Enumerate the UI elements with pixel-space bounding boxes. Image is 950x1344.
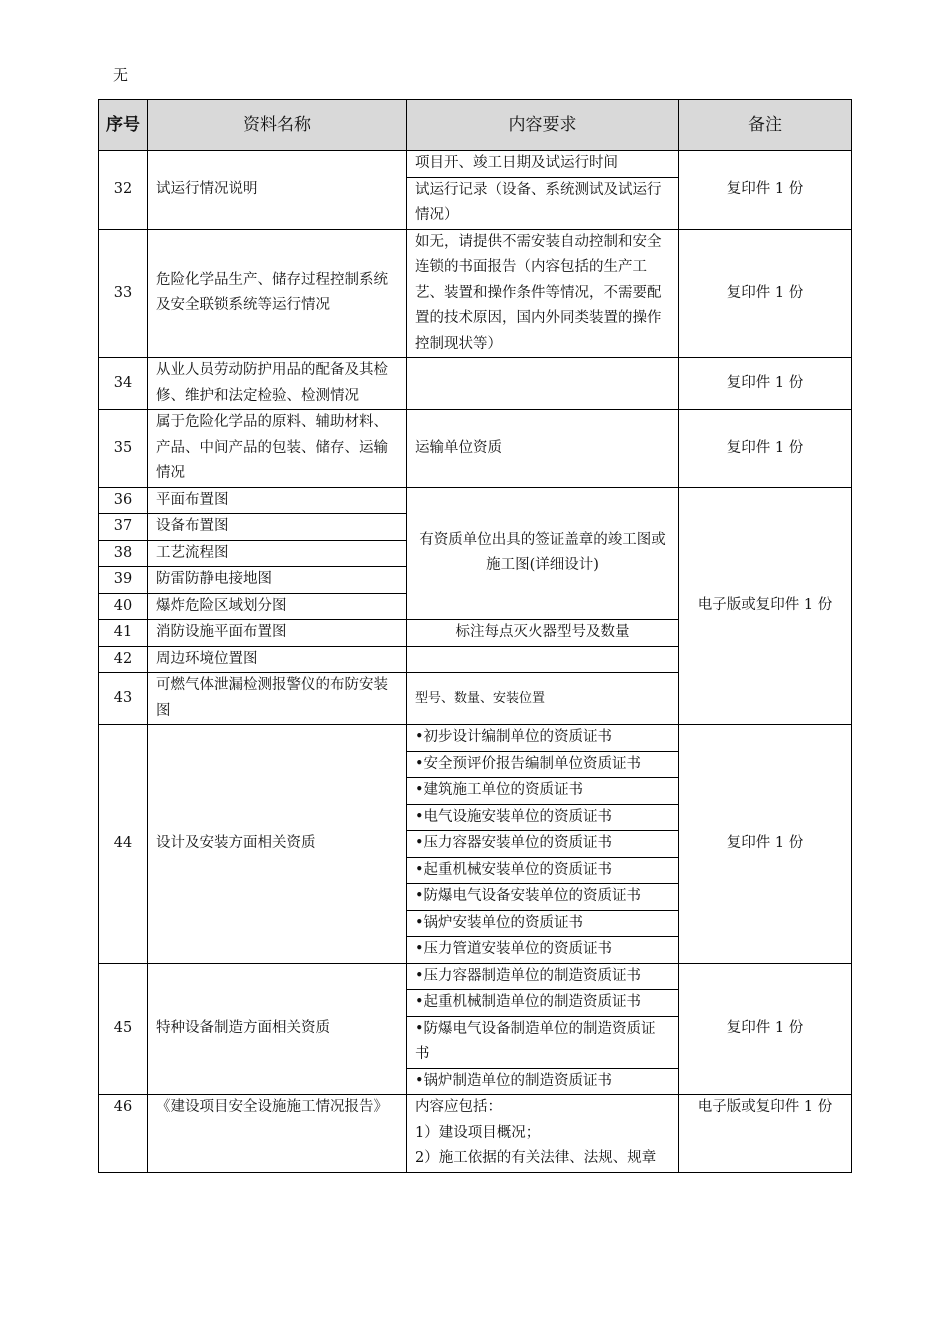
content-line: 1）建设项目概况；	[415, 1124, 541, 1141]
table-row	[99, 725, 852, 752]
top-text: 无	[113, 66, 129, 84]
list-item: •起重机械安装单位的资质证书	[407, 857, 679, 884]
row-note: 复印件 1 份	[679, 229, 852, 358]
table-row	[99, 358, 852, 410]
row-number: 34	[99, 358, 148, 410]
row-number: 40	[99, 593, 148, 620]
header-note: 备注	[679, 100, 852, 151]
row-name: 爆炸危险区域划分图	[148, 593, 407, 620]
row-name: 《建设项目安全设施施工情况报告》	[148, 1095, 407, 1173]
list-item: •防爆电气设备制造单位的制造资质证书	[407, 1016, 679, 1068]
list-item: •安全预评价报告编制单位资质证书	[407, 751, 679, 778]
row-name: 消防设施平面布置图	[148, 620, 407, 647]
row-note: 复印件 1 份	[679, 963, 852, 1095]
row-content: 型号、数量、安装位置	[407, 673, 679, 725]
table-row	[99, 963, 852, 990]
row-content	[407, 646, 679, 673]
header-row	[99, 100, 852, 151]
drawings-content: 有资质单位出具的签证盖章的竣工图或施工图(详细设计)	[407, 487, 679, 620]
row-name: 防雷防静电接地图	[148, 567, 407, 594]
row-note: 复印件 1 份	[679, 151, 852, 230]
row-content: 如无，请提供不需安装自动控制和安全连锁的书面报告（内容包括的生产工艺、装置和操作条件等情况，不需要配置的技术原因，国内外同类装置的操作控制现状等）	[407, 229, 679, 358]
list-item: •锅炉制造单位的制造资质证书	[407, 1068, 679, 1095]
row-number: 43	[99, 673, 148, 725]
row-number: 33	[99, 229, 148, 358]
row-number: 41	[99, 620, 148, 647]
row-name: 工艺流程图	[148, 540, 407, 567]
document-table	[98, 99, 852, 1173]
content-line: 内容应包括：	[415, 1099, 502, 1115]
row-number: 44	[99, 725, 148, 964]
row-note: 电子版或复印件 1 份	[679, 1095, 852, 1173]
row-content	[407, 1095, 679, 1173]
row-number: 42	[99, 646, 148, 673]
table-row	[99, 1095, 852, 1173]
list-item: •压力容器安装单位的资质证书	[407, 831, 679, 858]
header-index: 序号	[99, 100, 148, 151]
table-row	[99, 151, 852, 178]
row-name: 设计及安装方面相关资质	[148, 725, 407, 964]
list-item: •起重机械制造单位的制造资质证书	[407, 990, 679, 1017]
row-name: 周边环境位置图	[148, 646, 407, 673]
table-row	[99, 487, 852, 514]
row-number: 45	[99, 963, 148, 1095]
row-note: 复印件 1 份	[679, 725, 852, 964]
row-content: 试运行记录（设备、系统测试及试运行情况）	[407, 177, 679, 229]
row-content: 标注每点灭火器型号及数量	[407, 620, 679, 647]
header-content: 内容要求	[407, 100, 679, 151]
row-name: 试运行情况说明	[148, 151, 407, 230]
row-note: 复印件 1 份	[679, 410, 852, 488]
list-item: •电气设施安装单位的资质证书	[407, 804, 679, 831]
row-name: 特种设备制造方面相关资质	[148, 963, 407, 1095]
header-name: 资料名称	[148, 100, 407, 151]
row-number: 39	[99, 567, 148, 594]
row-number: 32	[99, 151, 148, 230]
row-number: 37	[99, 514, 148, 541]
content-line: 2）施工依据的有关法律、法规、规章	[415, 1150, 657, 1166]
row-name: 危险化学品生产、储存过程控制系统及安全联锁系统等运行情况	[148, 229, 407, 358]
list-item: •初步设计编制单位的资质证书	[407, 725, 679, 752]
row-name: 平面布置图	[148, 487, 407, 514]
list-item: •压力容器制造单位的制造资质证书	[407, 963, 679, 990]
row-content: 项目开、竣工日期及试运行时间	[407, 151, 679, 178]
row-number: 38	[99, 540, 148, 567]
row-content: 运输单位资质	[407, 410, 679, 488]
row-number: 36	[99, 487, 148, 514]
row-number: 46	[99, 1095, 148, 1173]
list-item: •压力管道安装单位的资质证书	[407, 937, 679, 964]
table-row	[99, 229, 852, 358]
row-name: 从业人员劳动防护用品的配备及其检修、维护和法定检验、检测情况	[148, 358, 407, 410]
row-number: 35	[99, 410, 148, 488]
list-item: •锅炉安装单位的资质证书	[407, 910, 679, 937]
drawings-note: 电子版或复印件 1 份	[679, 487, 852, 725]
row-note: 复印件 1 份	[679, 358, 852, 410]
table-row	[99, 410, 852, 488]
row-name: 属于危险化学品的原料、辅助材料、产品、中间产品的包装、储存、运输情况	[148, 410, 407, 488]
list-item: •防爆电气设备安装单位的资质证书	[407, 884, 679, 911]
row-content	[407, 358, 679, 410]
list-item: •建筑施工单位的资质证书	[407, 778, 679, 805]
row-name: 设备布置图	[148, 514, 407, 541]
row-name: 可燃气体泄漏检测报警仪的布防安装图	[148, 673, 407, 725]
